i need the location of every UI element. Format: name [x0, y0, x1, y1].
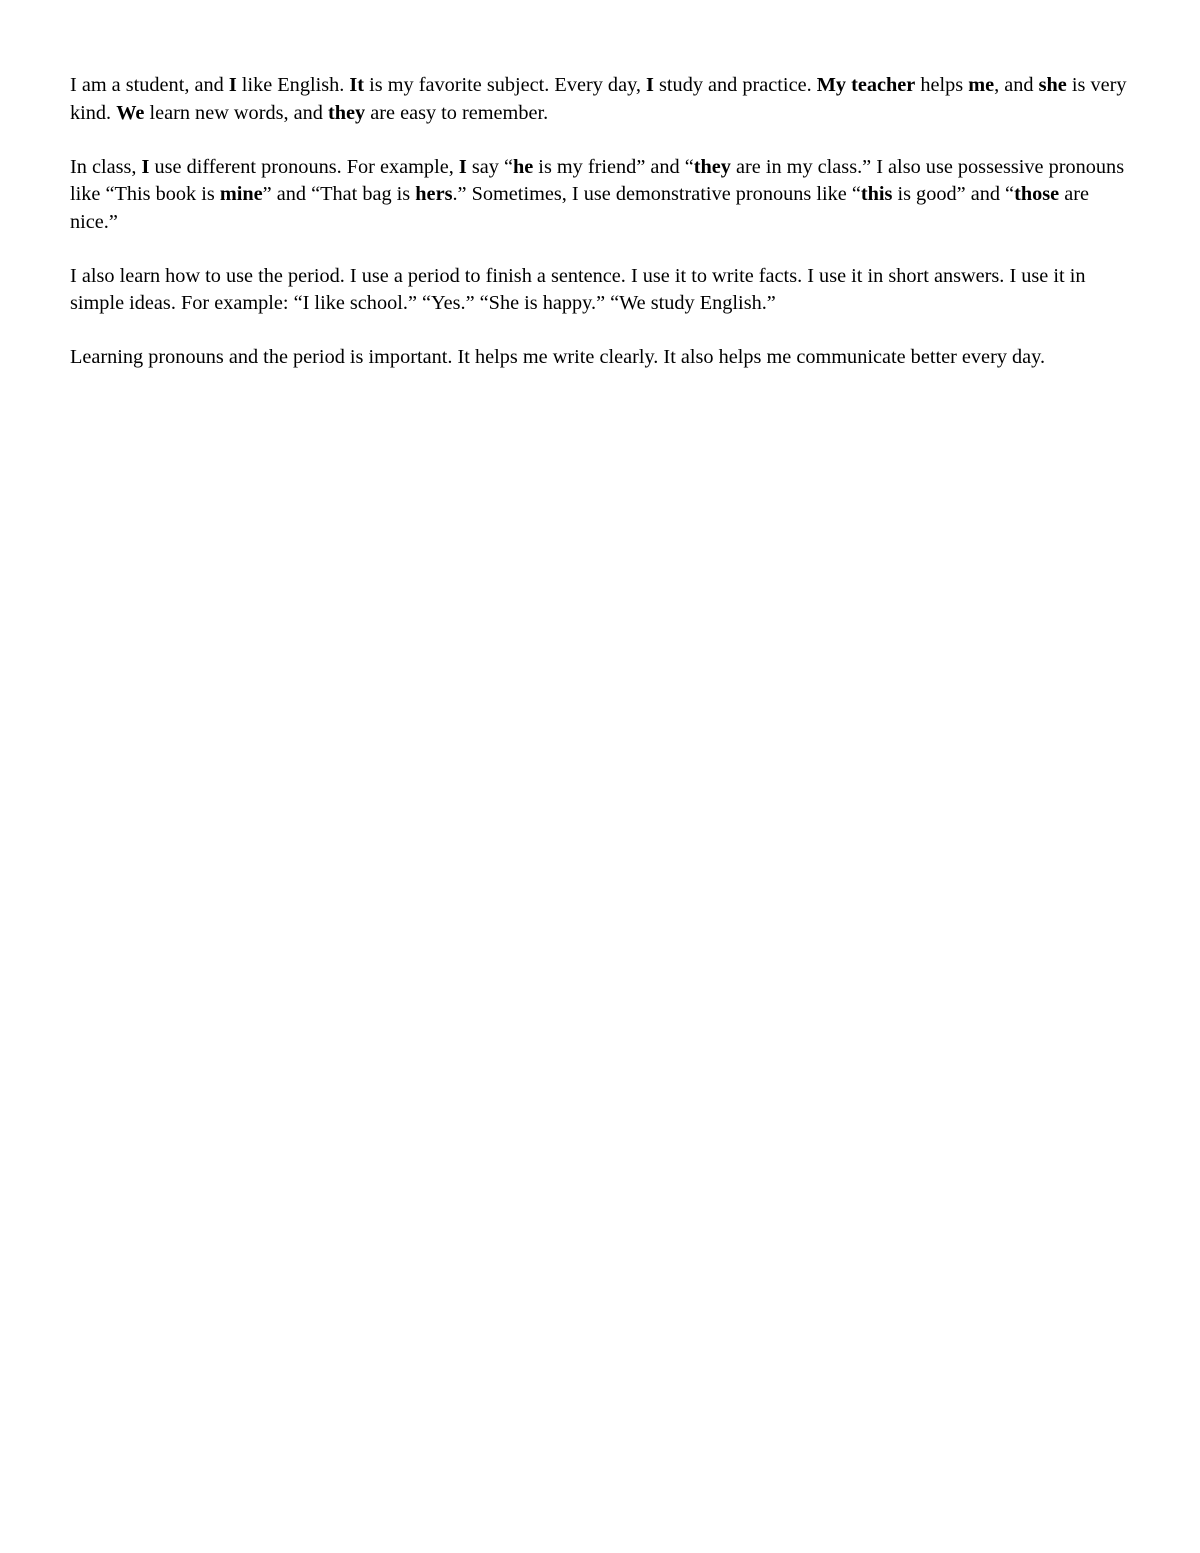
paragraph-4: [70, 344, 1132, 372]
bold-pronoun-text: I: [458, 155, 467, 178]
body-text: is good” and “: [892, 183, 1015, 205]
bold-pronoun-text: me: [968, 74, 995, 96]
bold-pronoun-text: I: [646, 74, 654, 96]
body-text: study and practice.: [653, 74, 817, 96]
body-text: .” Sometimes, I use demonstrative pronouns like “: [452, 183, 861, 205]
bold-pronoun-text: they: [327, 101, 366, 124]
body-text: is very kind.: [70, 74, 1132, 124]
body-text: learn new words, and: [144, 101, 328, 124]
body-text: I also learn how to use the period. I use a period to finish a sentence. I use it to write facts. I use it in short answers. I use it in simple ideas. For example: “I like school.” “Yes.” “She is happy.” “We study English.”: [70, 264, 1091, 314]
body-text: are nice.”: [70, 183, 1095, 233]
paragraph-1: [70, 72, 1132, 127]
body-text: , and: [994, 74, 1039, 96]
paragraph-3: [70, 263, 1132, 318]
body-text: say “: [466, 155, 513, 178]
bold-pronoun-text: My teacher: [816, 74, 916, 96]
document-body: [70, 72, 1132, 398]
bold-pronoun-text: hers: [415, 183, 453, 205]
bold-pronoun-text: he: [512, 155, 534, 178]
bold-pronoun-text: mine: [219, 183, 263, 205]
body-text: like English.: [236, 74, 350, 96]
body-text: are in my class.” I also use possessive pronouns like “This book is: [70, 155, 1130, 205]
body-text: I am a student, and: [70, 74, 229, 96]
body-text: Learning pronouns and the period is important. It helps me write clearly. It also helps me communicate better every day.: [70, 346, 1046, 368]
body-text: ” and “That bag is: [262, 183, 416, 205]
bold-pronoun-text: I: [228, 74, 237, 96]
body-text: is my favorite subject. Every day,: [364, 74, 647, 96]
bold-pronoun-text: It: [349, 74, 365, 96]
bold-pronoun-text: I: [141, 155, 150, 178]
bold-pronoun-text: We: [116, 101, 145, 124]
bold-pronoun-text: she: [1038, 74, 1067, 96]
body-text: In class,: [70, 155, 142, 178]
bold-pronoun-text: those: [1014, 183, 1060, 205]
body-text: is my friend” and “: [533, 155, 694, 178]
body-text: are easy to remember.: [365, 101, 549, 124]
body-text: helps: [915, 74, 969, 96]
paragraph-2: [70, 154, 1132, 237]
bold-pronoun-text: this: [860, 183, 893, 205]
body-text: use different pronouns. For example,: [149, 155, 459, 178]
bold-pronoun-text: they: [693, 155, 731, 178]
